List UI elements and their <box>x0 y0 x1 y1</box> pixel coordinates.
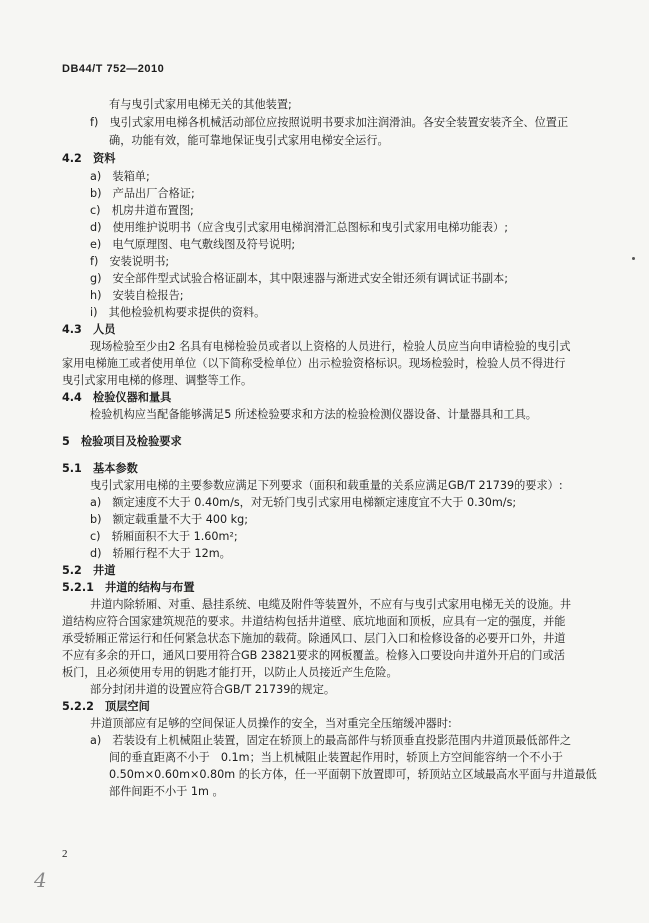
paragraph-line: 部分封闭井道的设置应符合GB/T 21739的规定。 <box>90 683 336 696</box>
list-item-f: f) 安装说明书; <box>90 255 170 268</box>
list-item-continuation: 间的垂直距离不小于 0.1m；当上机械阻止装置起作用时，轿顶上方空间能容纳一个不小于 <box>109 751 563 764</box>
paragraph-line: 不应有多余的开口，通风口要用符合GB 23821要求的网板覆盖。检修入口要设向井道外开启的门或活 <box>62 649 565 662</box>
list-item-a: a) 装箱单; <box>90 170 150 183</box>
list-item-d: d) 使用维护说明书（应含曳引式家用电梯润滑汇总图标和曳引式家用电梯功能表）; <box>90 221 508 234</box>
document-header: DB44/T 752—2010 <box>62 63 165 75</box>
list-item-continuation: 0.50m×0.60m×0.80m 的长方体，任一平面朝下放置即可，轿顶站立区域最高水平面与井道最低 <box>109 768 597 781</box>
list-item-c: c) 机房井道布置图; <box>90 204 194 217</box>
handwritten-mark: 4 <box>34 868 47 892</box>
list-item-h: h) 安装自检报告; <box>90 289 184 302</box>
paragraph-line: 家用电梯施工或者使用单位（以下简称受检单位）出示检验资格标识。现场检验时，检验人员不得进行 <box>62 357 566 370</box>
section-heading-4-4: 4.4 检验仪器和量具 <box>62 391 172 404</box>
list-item-d: d) 轿厢行程不大于 12m。 <box>90 547 231 560</box>
paragraph-line: 现场检验至少由2 名具有电梯检验员或者以上资格的人员进行，检验人员应当向申请检验的曳引式 <box>90 340 571 353</box>
list-item-i: i) 其他检验机构要求提供的资料。 <box>90 306 266 319</box>
paragraph-line: 曳引式家用电梯的修理、调整等工作。 <box>62 374 253 387</box>
paragraph-line: 曳引式家用电梯的主要参数应满足下列要求（面积和载重量的关系应满足GB/T 21739的要求）: <box>90 479 563 492</box>
text-line: 有与曳引式家用电梯无关的其他装置; <box>109 98 292 111</box>
section-heading-5-1: 5.1 基本参数 <box>62 462 138 475</box>
paragraph-line: 检验机构应当配备能够满足5 所述检验要求和方法的检验检测仪器设备、计量器具和工具。 <box>90 408 537 421</box>
page-number: 2 <box>62 848 68 860</box>
scan-speck <box>632 257 635 260</box>
list-item-b: b) 额定载重量不大于 400 kg; <box>90 513 248 526</box>
section-heading-4-3: 4.3 人员 <box>62 323 116 336</box>
text-line: 确，功能有效，能可靠地保证曳引式家用电梯安全运行。 <box>109 134 389 147</box>
list-item-g: g) 安全部件型式试验合格证副本，其中限速器与渐进式安全钳还须有调试证书副本; <box>90 272 508 285</box>
section-heading-5-2-1: 5.2.1 井道的结构与布置 <box>62 581 195 594</box>
list-item-e: e) 电气原理图、电气敷线图及符号说明; <box>90 238 296 251</box>
list-item-continuation: 部件间距不小于 1m 。 <box>109 785 224 798</box>
list-item-c: c) 轿厢面积不大于 1.60m²; <box>90 530 238 543</box>
list-item-a: a) 若装设有上机械阻止装置，固定在轿顶上的最高部件与轿顶垂直投影范围内井道顶最低部件之 <box>90 734 572 747</box>
paragraph-line: 承受轿厢正常运行和任何紧急状态下施加的载荷。除通风口、层门入口和检修设备的必要开口外，井道 <box>62 632 566 645</box>
paragraph-line: 井道内除轿厢、对重、悬挂系统、电缆及附件等装置外，不应有与曳引式家用电梯无关的设施。井 <box>90 598 572 611</box>
list-item-a: a) 额定速度不大于 0.40m/s，对无轿门曳引式家用电梯额定速度宜不大于 0.30m/s; <box>90 496 517 509</box>
section-heading-4-2: 4.2 资料 <box>62 152 116 165</box>
paragraph-line: 井道顶部应有足够的空间保证人员操作的安全，当对重完全压缩缓冲器时: <box>90 717 452 730</box>
list-item-f: f) 曳引式家用电梯各机械活动部位应按照说明书要求加注润滑油。各安全装置安装齐全、位置正 <box>90 116 569 129</box>
chapter-heading-5: 5 检验项目及检验要求 <box>62 435 182 448</box>
section-heading-5-2: 5.2 井道 <box>62 564 116 577</box>
paragraph-line: 道结构应符合国家建筑规范的要求。井道结构包括井道壁、底坑地面和顶板，应具有一定的强度，并能 <box>62 615 566 628</box>
list-item-b: b) 产品出厂合格证; <box>90 187 195 200</box>
paragraph-line: 板门，且必须使用专用的钥匙才能打开，以防止人员接近产生危险。 <box>62 666 398 679</box>
section-heading-5-2-2: 5.2.2 顶层空间 <box>62 700 150 713</box>
